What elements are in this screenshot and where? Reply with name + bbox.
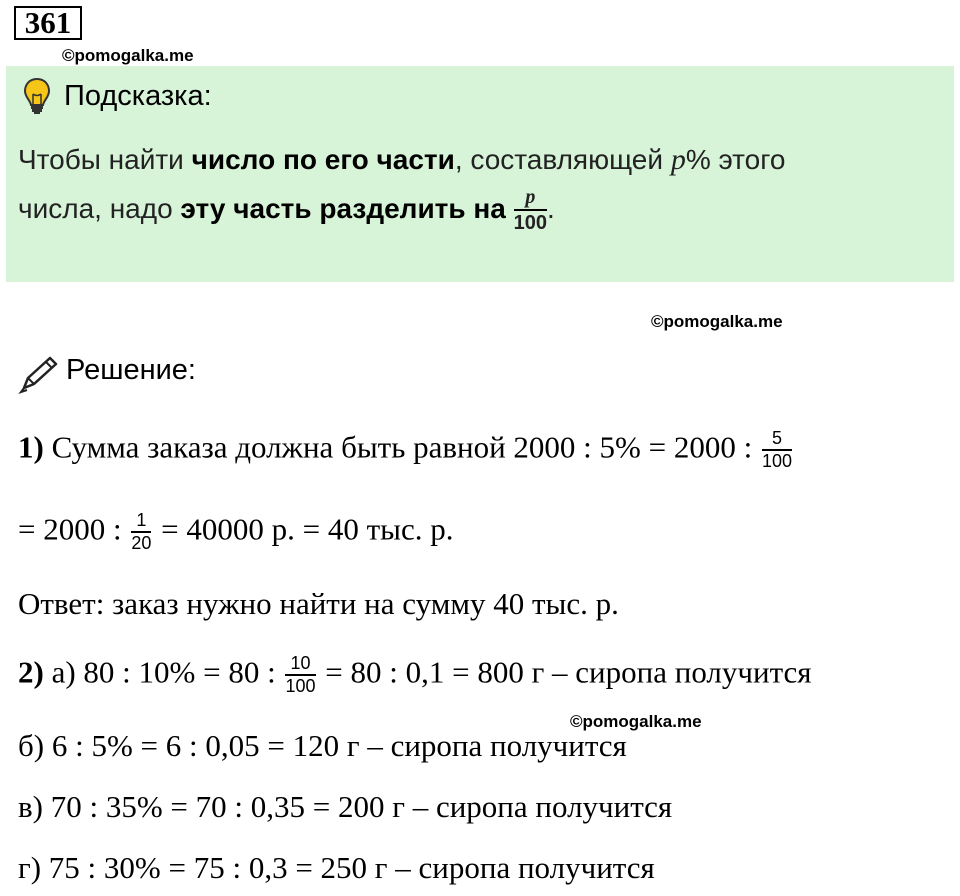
hint-fraction: $\frac{p}{100}$	[513, 186, 548, 234]
watermark-bottom: ©pomogalka.me	[570, 712, 702, 731]
solution-line-1b: = 2000 : $\frac{1}{20}$ = 40000 р. = 40 тыс. р.	[18, 510, 454, 553]
answer-line: Ответ: заказ нужно найти на сумму 40 тыс. р.	[18, 586, 619, 621]
solution-line-2b: б) 6 : 5% = 6 : 0,05 = 120 г – сиропа получится	[18, 728, 627, 763]
solution-line-2a: 2) а) 80 : 10% = 80 : $\frac{10}{100}$ = 80 : 0,1 = 800 г – сиропа получится	[18, 653, 812, 696]
fraction-10-100: $\frac{10}{100}$	[285, 653, 316, 696]
solution-line-2c: в) 70 : 35% = 70 : 0,35 = 200 г – сиропа получится	[18, 789, 673, 824]
hint-line-1: Чтобы найти число по его части, составляющей p% этого	[18, 143, 786, 176]
solution-line-1: 1) Сумма заказа должна быть равной 2000 : 5% = 2000 : $\frac{5}{100}$	[18, 428, 793, 471]
hint-line-2: числа, надо эту часть разделить на $\frac{p}{100}$ .	[18, 186, 555, 234]
problem-number: 361	[14, 6, 82, 40]
lightbulb-icon	[22, 76, 52, 116]
pencil-icon	[18, 354, 60, 394]
watermark-middle: ©pomogalka.me	[651, 312, 783, 331]
fraction-5-100: $\frac{5}{100}$	[761, 428, 793, 471]
watermark-top: ©pomogalka.me	[62, 46, 194, 65]
solution-line-2d: г) 75 : 30% = 75 : 0,3 = 250 г – сиропа получится	[18, 850, 655, 885]
fraction-1-20: $\frac{1}{20}$	[131, 510, 152, 553]
hint-title-text: Подсказка:	[64, 80, 212, 112]
solution-title-text: Решение:	[66, 354, 196, 386]
